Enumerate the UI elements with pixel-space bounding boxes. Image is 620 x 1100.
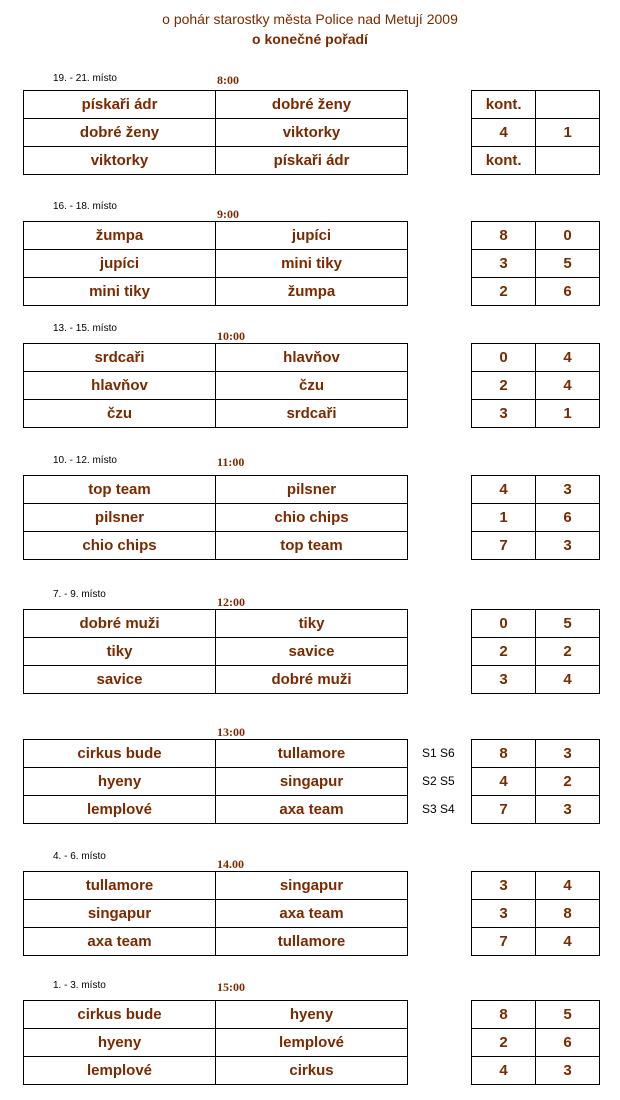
team-home: cirkus bude <box>24 1001 216 1029</box>
round-time: 14.00 <box>217 857 244 871</box>
team-home: tiky <box>24 638 216 666</box>
team-away: tiky <box>216 610 408 638</box>
place-label: 4. - 6. místo <box>53 851 106 862</box>
team-away: dobré ženy <box>216 91 408 119</box>
score-row <box>472 900 600 928</box>
score-home: 7 <box>472 532 536 560</box>
score-home: 0 <box>472 610 536 638</box>
round-time: 9:00 <box>217 207 239 221</box>
page-title: o pohár starostky města Police nad Metují 2009 <box>162 11 458 27</box>
team-away: singapur <box>215 768 407 796</box>
score-away: 4 <box>536 872 600 900</box>
team-away: pískaři ádr <box>216 147 408 175</box>
score-row <box>472 1029 600 1057</box>
matches-table <box>23 609 408 694</box>
score-home: 4 <box>472 768 536 796</box>
score-away: 4 <box>536 372 600 400</box>
score-home: 4 <box>472 119 536 147</box>
round-block <box>0 589 620 699</box>
team-away: cirkus <box>216 1057 408 1085</box>
score-home: 1 <box>472 504 536 532</box>
score-row <box>472 147 600 175</box>
team-home: žumpa <box>24 222 216 250</box>
team-home: cirkus bude <box>24 740 216 768</box>
team-away: žumpa <box>216 278 408 306</box>
score-row <box>472 638 600 666</box>
team-away: srdcaři <box>216 400 408 428</box>
team-home: lemplové <box>24 796 216 824</box>
slot-label: S3 S4 <box>422 802 455 816</box>
match-row <box>24 872 408 900</box>
team-away: pilsner <box>216 476 408 504</box>
team-away: hlavňov <box>216 344 408 372</box>
score-row <box>472 796 600 824</box>
score-away: 6 <box>536 504 600 532</box>
round-time: 15:00 <box>217 980 245 994</box>
scores-table <box>471 609 600 694</box>
round-time: 11:00 <box>217 455 245 469</box>
score-row <box>472 222 600 250</box>
match-row <box>24 147 408 175</box>
score-row <box>472 372 600 400</box>
match-row <box>24 222 408 250</box>
slot-labels <box>422 739 468 823</box>
score-home: 3 <box>472 250 536 278</box>
score-away: 0 <box>536 222 600 250</box>
score-home: 8 <box>472 1001 536 1029</box>
matches-table <box>23 475 408 560</box>
score-home: 2 <box>472 278 536 306</box>
slot-label: S2 S5 <box>422 774 455 788</box>
team-home: čzu <box>24 400 216 428</box>
team-home: lemplové <box>24 1057 216 1085</box>
match-row <box>24 250 408 278</box>
team-home: dobré muži <box>24 610 216 638</box>
round-block <box>0 980 620 1090</box>
round-time: 12:00 <box>217 595 245 609</box>
score-row <box>472 504 600 532</box>
score-row <box>472 476 600 504</box>
score-home: 3 <box>472 666 536 694</box>
page-subtitle: o konečné pořadí <box>252 31 368 47</box>
score-home: 2 <box>472 638 536 666</box>
score-home: 2 <box>472 1029 536 1057</box>
match-row <box>24 900 408 928</box>
match-row <box>24 928 408 956</box>
scores-table <box>471 343 600 428</box>
match-row <box>24 1001 408 1029</box>
team-away: hyeny <box>216 1001 408 1029</box>
matches-table <box>23 871 408 956</box>
scores-table <box>471 871 600 956</box>
round-block <box>0 851 620 961</box>
match-row <box>24 796 408 824</box>
team-home: viktorky <box>24 147 216 175</box>
match-row <box>24 278 408 306</box>
team-home: srdcaři <box>24 344 216 372</box>
score-row <box>472 768 600 796</box>
score-home: 3 <box>472 400 536 428</box>
match-row <box>24 1057 408 1085</box>
round-block <box>0 73 620 183</box>
round-time: 10:00 <box>217 329 245 343</box>
score-row <box>472 740 600 768</box>
round-block <box>0 323 620 433</box>
score-row <box>472 872 600 900</box>
score-row <box>472 1057 600 1085</box>
place-label: 13. - 15. místo <box>53 323 117 334</box>
score-row <box>472 928 600 956</box>
matches-table <box>23 221 408 306</box>
matches-table <box>23 90 408 175</box>
scores-table <box>471 221 600 306</box>
team-away: tullamore <box>216 928 408 956</box>
match-row <box>24 400 408 428</box>
place-label: 1. - 3. místo <box>53 980 106 991</box>
score-away: 8 <box>536 900 600 928</box>
team-home: hyeny <box>24 768 216 796</box>
score-away: 5 <box>536 1001 600 1029</box>
team-away: savice <box>216 638 408 666</box>
team-home: tullamore <box>24 872 216 900</box>
score-row <box>472 91 600 119</box>
team-away: lemplové <box>216 1029 408 1057</box>
slot-label: S1 S6 <box>422 746 455 760</box>
score-home: kont. <box>472 147 536 175</box>
score-home: 3 <box>472 872 536 900</box>
team-away: singapur <box>216 872 408 900</box>
score-row <box>472 666 600 694</box>
score-away: 2 <box>536 638 600 666</box>
score-away: 6 <box>536 278 600 306</box>
match-row <box>24 740 408 768</box>
score-away: 5 <box>536 250 600 278</box>
score-away: 6 <box>536 1029 600 1057</box>
scores-table <box>471 1000 600 1085</box>
team-home: chio chips <box>24 532 216 560</box>
score-away: 4 <box>536 666 600 694</box>
score-away: 1 <box>536 400 600 428</box>
place-label: 10. - 12. místo <box>53 455 117 466</box>
team-away: chio chips <box>216 504 408 532</box>
score-home: 2 <box>472 372 536 400</box>
team-home: mini tiky <box>24 278 216 306</box>
place-label: 19. - 21. místo <box>53 73 117 84</box>
score-home: kont. <box>472 91 536 119</box>
team-home: top team <box>24 476 216 504</box>
scores-table <box>471 739 600 824</box>
matches-table <box>23 1000 408 1085</box>
score-row <box>472 400 600 428</box>
team-away: top team <box>216 532 408 560</box>
team-home: savice <box>24 666 216 694</box>
score-away: 3 <box>536 476 600 504</box>
team-home: hlavňov <box>24 372 216 400</box>
score-away: 5 <box>536 610 600 638</box>
score-away: 1 <box>536 119 600 147</box>
round-time: 13:00 <box>217 725 245 739</box>
round-time: 8:00 <box>217 73 239 87</box>
scores-table <box>471 90 600 175</box>
team-away: jupíci <box>216 222 408 250</box>
score-away <box>536 91 600 119</box>
score-home: 7 <box>472 928 536 956</box>
score-away <box>536 147 600 175</box>
team-home: singapur <box>24 900 216 928</box>
team-away: viktorky <box>216 119 408 147</box>
score-row <box>472 610 600 638</box>
team-away: dobré muži <box>216 666 408 694</box>
team-home: axa team <box>24 928 216 956</box>
score-home: 7 <box>472 796 536 824</box>
score-away: 4 <box>536 344 600 372</box>
round-block <box>0 719 620 829</box>
team-away: axa team <box>216 900 408 928</box>
score-home: 3 <box>472 900 536 928</box>
team-home: hyeny <box>24 1029 216 1057</box>
match-row <box>24 372 408 400</box>
score-home: 4 <box>472 476 536 504</box>
score-away: 2 <box>536 768 600 796</box>
team-away: čzu <box>216 372 408 400</box>
score-home: 8 <box>472 222 536 250</box>
scores-table <box>471 475 600 560</box>
team-home: pilsner <box>24 504 216 532</box>
round-block <box>0 455 620 565</box>
matches-table <box>23 739 408 824</box>
score-row <box>472 250 600 278</box>
score-row <box>472 119 600 147</box>
score-away: 3 <box>536 1057 600 1085</box>
score-home: 0 <box>472 344 536 372</box>
match-row <box>24 610 408 638</box>
score-home: 4 <box>472 1057 536 1085</box>
match-row <box>24 666 408 694</box>
score-home: 8 <box>472 740 536 768</box>
score-away: 4 <box>536 928 600 956</box>
match-row <box>24 1029 408 1057</box>
match-row <box>24 476 408 504</box>
place-label: 16. - 18. místo <box>53 201 117 212</box>
match-row <box>24 768 408 796</box>
score-row <box>472 278 600 306</box>
team-home: dobré ženy <box>24 119 216 147</box>
round-block <box>0 201 620 311</box>
team-home: jupíci <box>24 250 216 278</box>
score-away: 3 <box>536 796 600 824</box>
team-away: mini tiky <box>216 250 408 278</box>
match-row <box>24 638 408 666</box>
score-row <box>472 344 600 372</box>
match-row <box>24 532 408 560</box>
matches-table <box>23 343 408 428</box>
team-home: pískaři ádr <box>24 91 216 119</box>
team-away: axa team <box>215 796 407 824</box>
match-row <box>24 504 408 532</box>
score-row <box>472 532 600 560</box>
match-row <box>24 119 408 147</box>
score-away: 3 <box>536 740 600 768</box>
team-away: tullamore <box>215 740 407 768</box>
match-row <box>24 91 408 119</box>
match-row <box>24 344 408 372</box>
place-label: 7. - 9. místo <box>53 589 106 600</box>
score-away: 3 <box>536 532 600 560</box>
score-row <box>472 1001 600 1029</box>
